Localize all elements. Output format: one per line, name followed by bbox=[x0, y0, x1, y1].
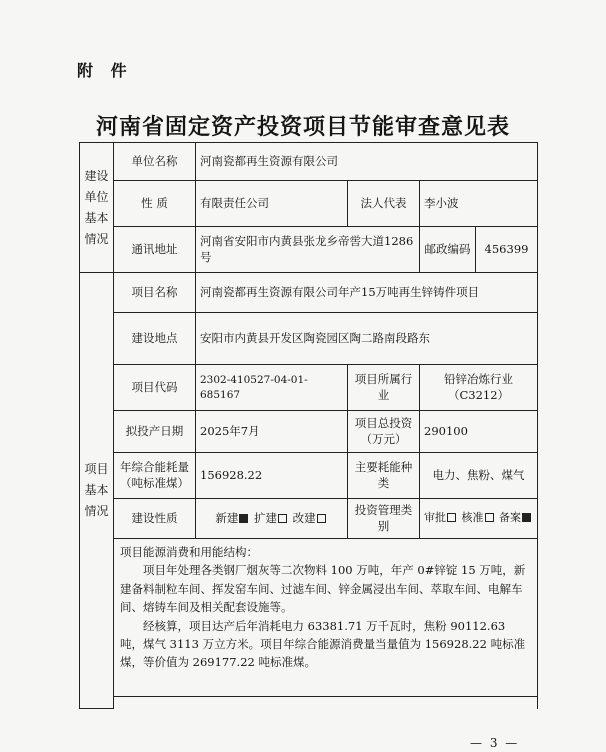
energy-consumption-description bbox=[114, 539, 538, 697]
address-label: 通讯地址 bbox=[114, 227, 196, 273]
total-investment-label: 项目总投资（万元） bbox=[348, 411, 420, 453]
start-date-label: 拟投产日期 bbox=[114, 411, 196, 453]
industry-label: 项目所属行业 bbox=[348, 365, 420, 411]
type-new-checkbox bbox=[239, 514, 248, 523]
project-code-value: 2302-410527-04-01-685167 bbox=[196, 365, 348, 411]
project-site-label: 建设地点 bbox=[114, 313, 196, 365]
energy-types-value: 电力、焦粉、煤气 bbox=[420, 453, 538, 499]
mgmt-record-checkbox bbox=[522, 513, 531, 522]
type-new-label: 新建 bbox=[215, 510, 239, 525]
unit-name-label: 单位名称 bbox=[114, 143, 196, 181]
annual-energy-label: 年综合能耗量（吨标准煤） bbox=[114, 453, 196, 499]
section-unit-info: 建设单位基本情况 bbox=[80, 143, 114, 273]
mgmt-verify-label: 核准 bbox=[461, 511, 484, 525]
type-rebuild-label: 改建 bbox=[292, 510, 316, 525]
project-site-value: 安阳市内黄县开发区陶瓷园区陶二路南段路东 bbox=[196, 313, 538, 365]
consumption-paragraph-2: 经核算，项目达产后年消耗电力 63381.71 万千瓦时，焦粉 90112.63 吨，煤气 3113 万立方米。项目年综合能源消费量当量值为 156928.22 吨标准煤，等价值为 269177.22 吨标准煤。 bbox=[120, 618, 526, 670]
mgmt-approve-label: 审批 bbox=[424, 511, 446, 525]
postcode-value: 456399 bbox=[476, 227, 538, 273]
section-project-info: 项目基本情况 bbox=[80, 273, 114, 709]
energy-types-label: 主要耗能种类 bbox=[348, 453, 420, 499]
annual-energy-value: 156928.22 bbox=[196, 453, 348, 499]
unit-nature-label: 性 质 bbox=[114, 181, 196, 227]
postcode-label: 邮政编码 bbox=[420, 227, 476, 273]
unit-nature-value: 有限责任公司 bbox=[196, 181, 348, 227]
page-number: — 3 — bbox=[470, 736, 520, 750]
legal-rep-value: 李小波 bbox=[420, 181, 538, 227]
mgmt-verify-checkbox bbox=[485, 513, 494, 522]
project-name-value: 河南瓷都再生资源有限公司年产15万吨再生锌铸件项目 bbox=[196, 273, 538, 313]
start-date-value: 2025年7月 bbox=[196, 411, 348, 453]
project-name-label: 项目名称 bbox=[114, 273, 196, 313]
type-expand-checkbox bbox=[278, 514, 287, 523]
consumption-heading: 项目能源消费和用能结构： bbox=[120, 545, 258, 559]
approval-form-table bbox=[79, 142, 538, 709]
industry-value: 铅锌冶炼行业（C3212） bbox=[420, 365, 538, 411]
mgmt-approve-checkbox bbox=[447, 513, 456, 522]
table-continuation bbox=[114, 697, 538, 709]
type-expand-label: 扩建 bbox=[254, 510, 277, 525]
construction-type-label: 建设性质 bbox=[114, 499, 196, 539]
address-value: 河南省安阳市内黄县张龙乡帝喾大道1286号 bbox=[196, 227, 420, 273]
construction-type-options bbox=[196, 499, 348, 539]
attachment-label: 附 件 bbox=[77, 61, 133, 80]
legal-rep-label: 法人代表 bbox=[348, 181, 420, 227]
management-category-options bbox=[420, 499, 538, 539]
type-rebuild-checkbox bbox=[317, 514, 326, 523]
consumption-paragraph-1: 项目年处理各类钢厂烟灰等二次物料 100 万吨，年产 0#锌锭 15 万吨，新建备料制粒车间、挥发窑车间、过滤车间、锌金属浸出车间、萃取车间、电解车间、熔铸车间及相关配套设施等。 bbox=[120, 563, 526, 615]
management-category-label: 投资管理类别 bbox=[348, 499, 420, 539]
total-investment-value: 290100 bbox=[420, 411, 538, 453]
document-title: 河南省固定资产投资项目节能审查意见表 bbox=[95, 115, 510, 140]
unit-name-value: 河南瓷都再生资源有限公司 bbox=[196, 143, 538, 181]
mgmt-record-label: 备案 bbox=[499, 511, 521, 525]
project-code-label: 项目代码 bbox=[114, 365, 196, 411]
